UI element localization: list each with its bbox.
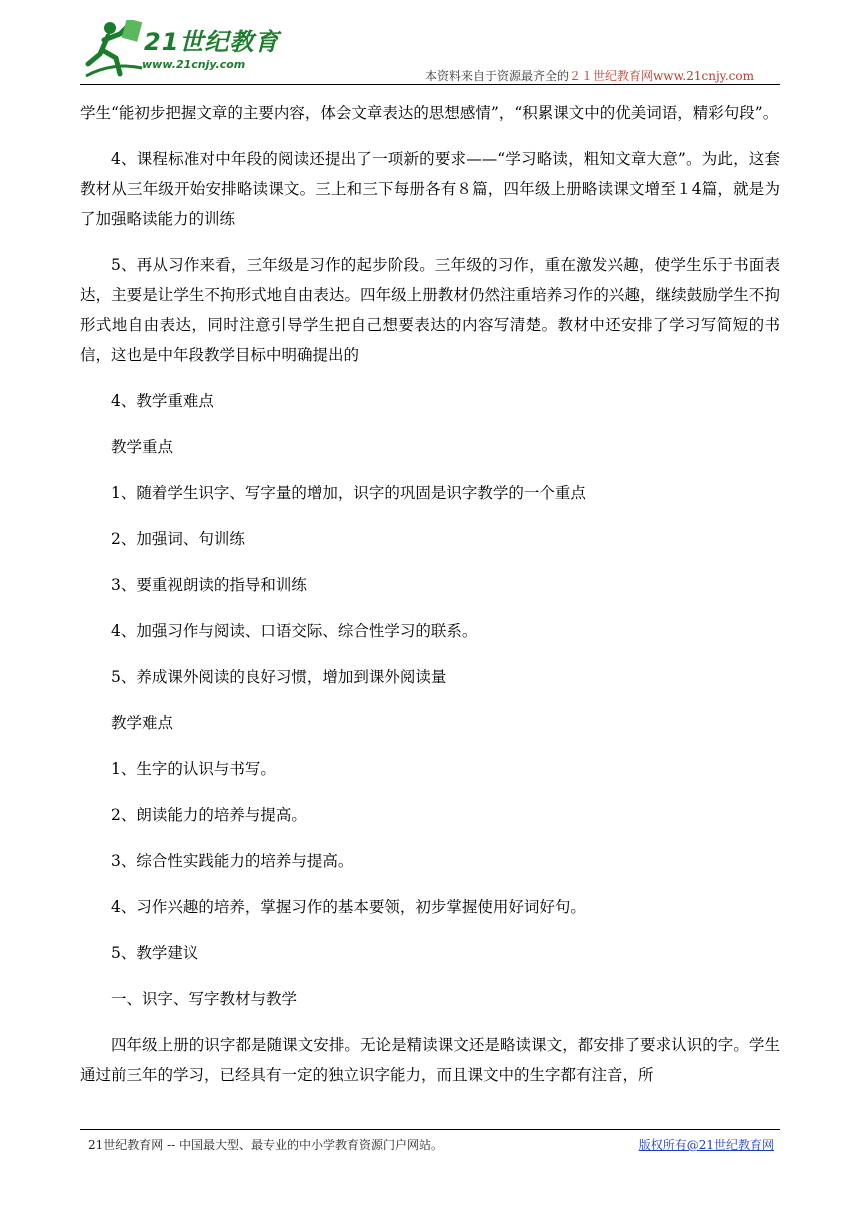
logo-text: 21世纪教育 [144, 28, 280, 56]
difficult-point-4: 4、习作兴趣的培养，掌握习作的基本要领，初步掌握使用好词好句。 [111, 898, 586, 916]
footer-divider [80, 1129, 780, 1130]
header-divider [80, 84, 780, 85]
key-point-1: 1、随着学生识字、写字量的增加，识字的巩固是识字教学的一个重点 [111, 484, 586, 502]
key-point-2: 2、加强词、句训练 [111, 530, 245, 548]
page-header [0, 0, 860, 90]
paragraph-3: 5、再从习作来看，三年级是习作的起步阶段。三年级的习作，重在激发兴趣，使学生乐于书面表达，主要是让学生不拘形式地自由表达。四年级上册教材仍然注重培养习作的兴趣，继续鼓励学生不拘形式地自由表达，同时注意引导学生把自己想要表达的内容写清楚。教材中还安排了学习写简短的书信，这也是中年段教学目标中明确提出的 [80, 256, 780, 364]
difficult-point-2: 2、朗读能力的培养与提高。 [111, 806, 307, 824]
runner-logo-icon [80, 20, 144, 82]
section-heading-teaching-suggestions: 5、教学建议 [111, 944, 199, 962]
note-site-url[interactable]: www.21cnjy.com [653, 69, 754, 83]
subheading-difficult-points: 教学难点 [111, 714, 174, 732]
key-point-3: 3、要重视朗读的指导和训练 [111, 576, 307, 594]
note-prefix: 本资料来自于资源最齐全的 [425, 69, 570, 83]
subheading-literacy-writing: 一、识字、写字教材与教学 [111, 990, 298, 1008]
logo-url: www.21cnjy.com [142, 58, 246, 71]
footer-site-description: 21世纪教育网 -- 中国最大型、最专业的中小学教育资源门户网站。 [88, 1138, 444, 1152]
document-body [80, 98, 780, 1090]
key-point-4: 4、加强习作与阅读、口语交际、综合性学习的联系。 [111, 622, 478, 640]
note-site-name[interactable]: ２１世纪教育网 [569, 69, 654, 83]
paragraph-2: 4、课程标准对中年段的阅读还提出了一项新的要求——“学习略读，粗知文章大意”。为此，这套教材从三年级开始安排略读课文。三上和三下每册各有８篇，四年级上册略读课文增至１4篇，就是为了加强略读能力的训练 [80, 150, 780, 228]
key-point-5: 5、养成课外阅读的良好习惯，增加到课外阅读量 [111, 668, 447, 686]
difficult-point-3: 3、综合性实践能力的培养与提高。 [111, 852, 354, 870]
subheading-key-points: 教学重点 [111, 438, 174, 456]
site-logo[interactable] [80, 20, 290, 82]
footer-copyright-link[interactable]: 版权所有@21世纪教育网 [638, 1138, 774, 1152]
section-heading-key-difficult-points: 4、教学重难点 [111, 392, 214, 410]
difficult-point-1: 1、生字的认识与书写。 [111, 760, 276, 778]
paragraph-1: 学生“能初步把握文章的主要内容，体会文章表达的思想感情”，“积累课文中的优美词语，精彩句段”。 [80, 104, 779, 122]
header-source-note [425, 67, 754, 84]
paragraph-literacy: 四年级上册的识字都是随课文安排。无论是精读课文还是略读课文，都安排了要求认识的字。学生通过前三年的学习，已经具有一定的独立识字能力，而且课文中的生字都有注音，所 [80, 1036, 780, 1084]
